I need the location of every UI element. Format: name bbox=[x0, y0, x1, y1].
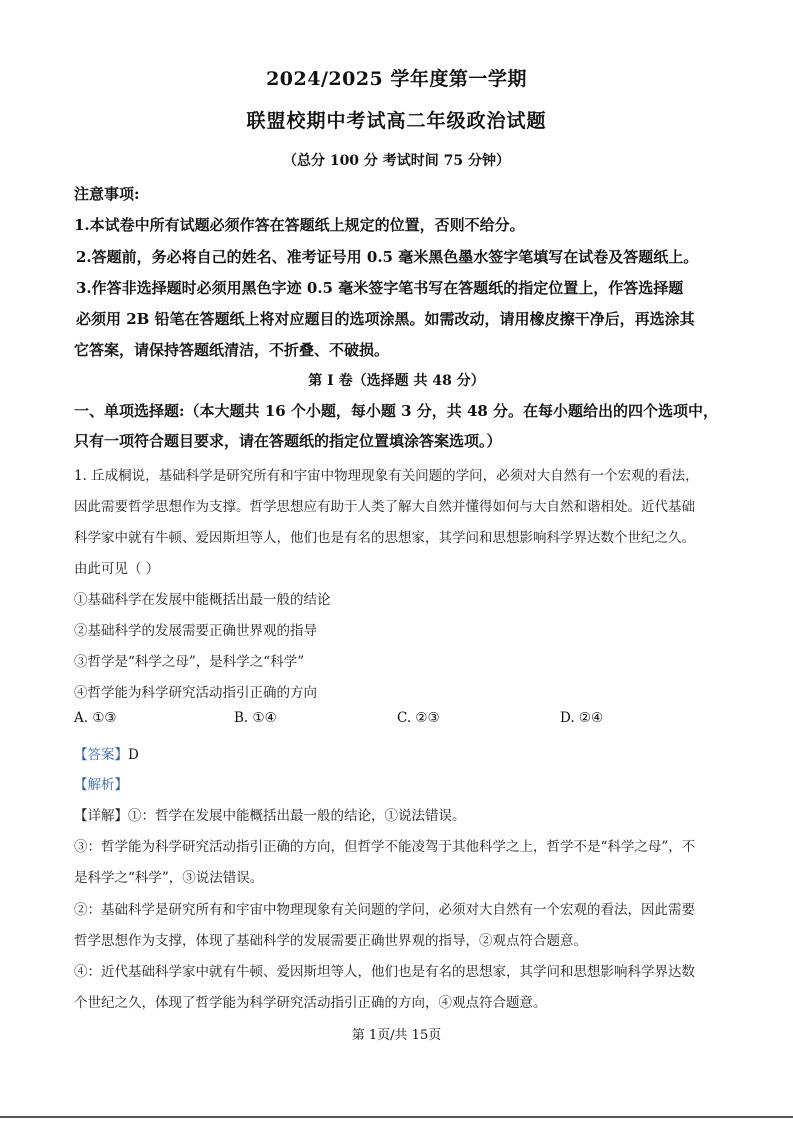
part-instructions-line-1: 一、单项选择题:（本大题共 16 个小题，每小题 3 分，共 48 分。在每小题给出的四个选项中， bbox=[74, 402, 719, 420]
analysis-tag: 【解析】 bbox=[74, 777, 128, 793]
detail-3-line-1: ②：基础科学是研究所有和宇宙中物理现象有关问题的学问，必须对大自然有一个宏观的看法，因此需要 bbox=[74, 902, 695, 918]
notice-item-3-line-2: 必须用 2B 铅笔在答题纸上将对应题目的选项涂黑。如需改动，请用橡皮擦干净后，再选涂其 bbox=[76, 310, 695, 328]
answer-value: D bbox=[128, 747, 139, 763]
exam-title: 联盟校期中考试高二年级政治试题 bbox=[246, 110, 547, 132]
statement-1: ①基础科学在发展中能概括出最一般的结论 bbox=[74, 592, 331, 608]
notice-item-2: 2.答题前，务必将自己的姓名、准考证号用 0.5 毫米黑色墨水签字笔填写在试卷及答题纸上。 bbox=[76, 248, 699, 266]
analysis-line bbox=[74, 773, 128, 793]
exam-term-title: 2024/2025 学年度第一学期 bbox=[266, 68, 527, 90]
detail-2-line-1: ③：哲学能为科学研究活动指引正确的方向，但哲学不能凌驾于其他科学之上，哲学不是“科学之母”，不 bbox=[74, 839, 696, 855]
detail-line-1 bbox=[74, 804, 466, 824]
question-1-stem-line-3: 科学家中就有牛顿、爱因斯坦等人，他们也是有名的思想家，其学问和思想影响科学界达数个世纪之久。 bbox=[74, 530, 695, 546]
page-number: 第 1页/共 15页 bbox=[351, 1028, 442, 1043]
statement-3: ③哲学是“科学之母”，是科学之“科学” bbox=[74, 654, 305, 670]
detail-tag: 【详解】 bbox=[74, 808, 128, 824]
option-c: C. ②③ bbox=[397, 710, 440, 726]
detail-2-line-2: 是科学之“科学”，③说法错误。 bbox=[74, 870, 264, 886]
statement-2: ②基础科学的发展需要正确世界观的指导 bbox=[74, 623, 317, 639]
detail-4-line-2: 个世纪之久，体现了哲学能为科学研究活动指引正确的方向，④观点符合题意。 bbox=[74, 995, 547, 1011]
option-b: B. ①④ bbox=[234, 710, 277, 726]
notice-item-3-line-1: 3.作答非选择题时必须用黑色字迹 0.5 毫米签字笔书写在答题纸的指定位置上，作答选择题 bbox=[76, 279, 684, 297]
answer-line bbox=[74, 743, 139, 763]
option-d: D. ②④ bbox=[560, 710, 604, 726]
notice-item-1: 1.本试卷中所有试题必须作答在答题纸上规定的位置，否则不给分。 bbox=[74, 216, 525, 234]
question-1-stem-line-4: 由此可见（ ） bbox=[74, 561, 160, 577]
statement-4: ④哲学能为科学研究活动指引正确的方向 bbox=[74, 685, 317, 701]
question-1-stem-line-2: 因此需要哲学思想作为支撑。哲学思想应有助于人类了解大自然并懂得如何与大自然和谐相处。近代基础 bbox=[74, 499, 695, 515]
notice-item-3-line-3: 它答案，请保持答题纸清洁，不折叠、不破损。 bbox=[74, 341, 390, 359]
detail-text-1: ①：哲学在发展中能概括出最一般的结论，①说法错误。 bbox=[128, 808, 466, 824]
part-instructions-line-2: 只有一项符合题目要求，请在答题纸的指定位置填涂答案选项。） bbox=[74, 432, 502, 450]
detail-4-line-1: ④：近代基础科学家中就有牛顿、爱因斯坦等人，他们也是有名的思想家，其学问和思想影响科学界达数 bbox=[74, 964, 695, 980]
option-a: A. ①③ bbox=[74, 710, 117, 726]
exam-score-time: （总分 100 分 考试时间 75 分钟） bbox=[282, 153, 511, 169]
question-1-stem-line-1: 1. 丘成桐说，基础科学是研究所有和宇宙中物理现象有关问题的学问，必须对大自然有一个宏观的看法， bbox=[74, 468, 699, 484]
answer-options bbox=[74, 710, 714, 730]
bottom-divider bbox=[0, 1116, 793, 1118]
answer-tag: 【答案】 bbox=[74, 747, 128, 763]
notice-heading: 注意事项: bbox=[74, 185, 140, 203]
volume-title: 第 I 卷（选择题 共 48 分） bbox=[308, 373, 485, 389]
detail-3-line-2: 哲学思想作为支撑，体现了基础科学的发展需要正确世界观的指导，②观点符合题意。 bbox=[74, 933, 587, 949]
